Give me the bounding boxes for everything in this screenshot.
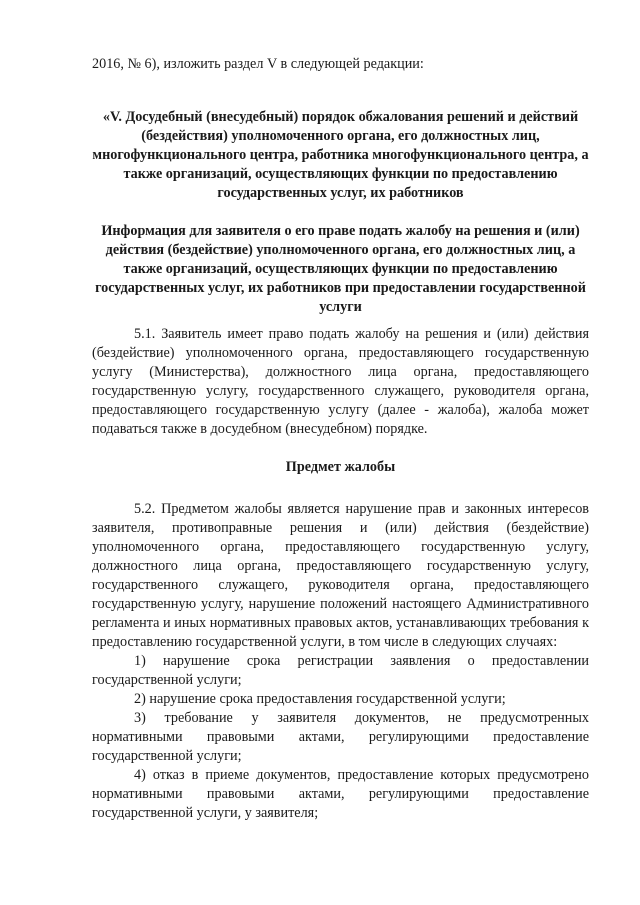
intro-block [92, 55, 589, 74]
intro-line: 2016, № 6), изложить раздел V в следующей редакции: [92, 56, 424, 72]
subject-heading-block [92, 458, 589, 477]
paragraph-5-2-block [92, 500, 589, 823]
info-heading: Информация для заявителя о его праве подать жалобу на решения и (или) действия (бездействие) уполномоченного органа, его должностных лиц, а также организаций, осуществляющих функции по предоставлению государственных услуг, их работников при предоставлении государственной услуги [95, 223, 586, 315]
list-item: 1) нарушение срока регистрации заявления о предоставлении государственной услуги; [92, 653, 589, 688]
list-item: 2) нарушение срока предоставления государственной услуги; [134, 691, 506, 707]
subject-heading: Предмет жалобы [285, 459, 396, 475]
list-item: 3) требование у заявителя документов, не предусмотренных нормативными правовыми актами, регулирующими предоставление государственной услуги; [92, 710, 589, 764]
section-title-block [92, 108, 589, 203]
info-heading-block [92, 222, 589, 317]
section-title: «V. Досудебный (внесудебный) порядок обжалования решений и действий (бездействия) уполномоченного органа, его должностных лиц, многофункционального центра, работника многофункционального центра, а также организаций, осуществляющих функции по предоставлению государственных услуг, их работников [92, 109, 589, 201]
paragraph-5-2: 5.2. Предметом жалобы является нарушение прав и законных интересов заявителя, противоправные решения и (или) действия (бездействие) уполномоченного органа, предоставляющего государственную услугу, должностного лица органа, предоставляющего государственную услугу, государственного служащего, руководителя органа, предоставляющего государственную услугу, нарушение положений настоящего Административного регламента и иных нормативных правовых актов, устанавливающих требования к предоставлению государственной услуги, в том числе в следующих случаях: [92, 501, 589, 650]
paragraph-5-1-block [92, 325, 589, 439]
paragraph-5-1: 5.1. Заявитель имеет право подать жалобу на решения и (или) действия (бездействие) уполномоченного органа, предоставляющего государственную услугу (Министерства), должностного лица органа, предоставляющего государственную услугу, государственного служащего, руководителя органа, предоставляющего государственную услугу (далее - жалоба), жалоба может подаваться также в досудебном (внесудебном) порядке. [92, 326, 589, 437]
list-item: 4) отказ в приеме документов, предоставление которых предусмотрено нормативными правовыми актами, регулирующими предоставление государственной услуги, у заявителя; [92, 767, 589, 821]
